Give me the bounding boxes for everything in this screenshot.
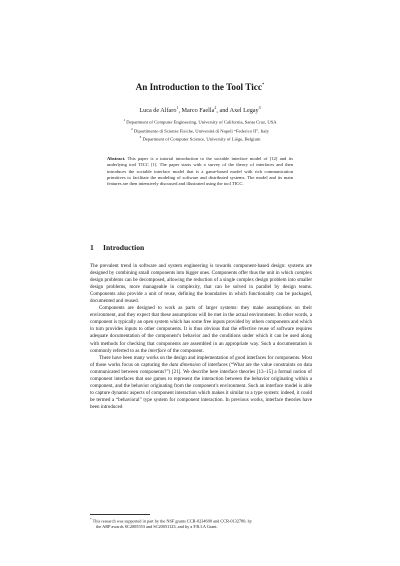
footnote-line: This research was supported in part by the NSF grants CCR-0234690 and CCR-0132780, by xyxy=(92,518,252,524)
author-list xyxy=(40,104,360,115)
author-affil-mark: 2 xyxy=(214,105,217,110)
title-footnote-mark: * xyxy=(261,83,265,88)
paper-title xyxy=(40,80,360,93)
affiliation-mark: 2 xyxy=(131,126,133,131)
abstract xyxy=(107,156,293,188)
section-number: 1 xyxy=(90,243,94,252)
emphasized-text: data dimension xyxy=(169,361,201,368)
author-affil-mark: 1 xyxy=(176,105,179,110)
affiliation xyxy=(40,117,360,126)
paragraph-text: There have been many works on the design and implementation of good interfaces for components. Most of those works focus on capturing the xyxy=(90,354,312,368)
author-affil-mark: 3 xyxy=(258,105,261,110)
author-separator: , and xyxy=(216,107,230,115)
affiliation-mark: 1 xyxy=(123,118,126,122)
abstract-label: Abstract. xyxy=(107,156,126,161)
title-text: An Introduction to the Tool Ticc xyxy=(135,82,262,93)
affiliation-text: Department of Computer Engineering, University of California, Santa Cruz, USA xyxy=(126,119,277,125)
abstract-text: This paper is a tutorial introduction to the sociable interface model of [12] and its underlying tool TICC [1]. The paper starts with a survey of the theory of interfaces and then introduces the sociable interface model that is a game-based model with rich communication primitives to facilitate the modeling of software and distributed systems. The model and its main features are then intensively discussed and illustrated using the tool TICC. xyxy=(107,156,293,187)
affiliation xyxy=(40,134,360,143)
footnote xyxy=(90,517,312,530)
affiliation-mark: 3 xyxy=(139,135,142,140)
author: Luca de Alfaro xyxy=(139,107,177,115)
author: Marco Faella xyxy=(181,107,215,115)
body-text xyxy=(90,263,312,411)
paragraph-text: Components are designed to work as parts of larger systems: they make assumptions on their environment, and they expect that these assumptions will be met in the actual environment. In other words, a component is typically an open system which has some free inputs provided by others components and which in turn provides inputs to other components. It is thus obvious that the effective reuse of software requires adequate documentation of the component’s behavior and the conditions under which it can be used along with methods for checking that components are assembled in an appropriate way. Such a documentation is commonly referred to as the xyxy=(90,305,312,354)
affiliation-list xyxy=(40,117,360,143)
affiliation-text: Dipartimento di Scienze Fisiche, Università di Napoli “Federico II”, Italy xyxy=(133,128,269,134)
section-heading xyxy=(90,243,144,252)
author-separator: , xyxy=(178,107,182,115)
paragraph-text: of the component. xyxy=(166,347,204,354)
emphasized-text: interface xyxy=(148,347,167,354)
section-title: Introduction xyxy=(103,243,145,252)
footnote-line: the ARP awards SC2005553 and SC20051123, and by a F.R.I.A Grant. xyxy=(96,524,218,530)
paragraph xyxy=(90,263,312,305)
paragraph-text: of interfaces (“What are the value constraints on data communicated between components?”) [21]. We describe here interface theories [13–15] a formal notion of component interfaces that use games to represent the interaction between the behavior originating within a component, and the behavior originating from the component’s environment. Such an interface model is able to capture dynamic aspects of component interaction which makes it similar to a type system: indeed, it could be termed a “behavioral” type system for component interaction. In previous works, interface theories have been introduced xyxy=(90,361,312,410)
author: Axel Legay xyxy=(229,107,259,115)
footnote-mark: * xyxy=(90,517,92,521)
footnote-rule xyxy=(90,514,150,515)
paragraph xyxy=(90,305,312,354)
affiliation xyxy=(40,126,360,135)
affiliation-text: Department of Computer Science, University of Liège, Belgium xyxy=(142,136,261,142)
paragraph xyxy=(90,355,312,411)
paragraph-text: The prevalent trend in software and system engineering is towards component-based design: systems are designed by combining small components into bigger ones. Components offer thus the unit in which complex design problems can be decomposed, allowing the reduction of a single complex design problem into smaller design problems, more manageable in complexity, that can be solved in parallel by design teams. Components also provide a unit of reuse, defining the boundaries in which functionality can be packaged, documented and reused. xyxy=(90,263,312,305)
